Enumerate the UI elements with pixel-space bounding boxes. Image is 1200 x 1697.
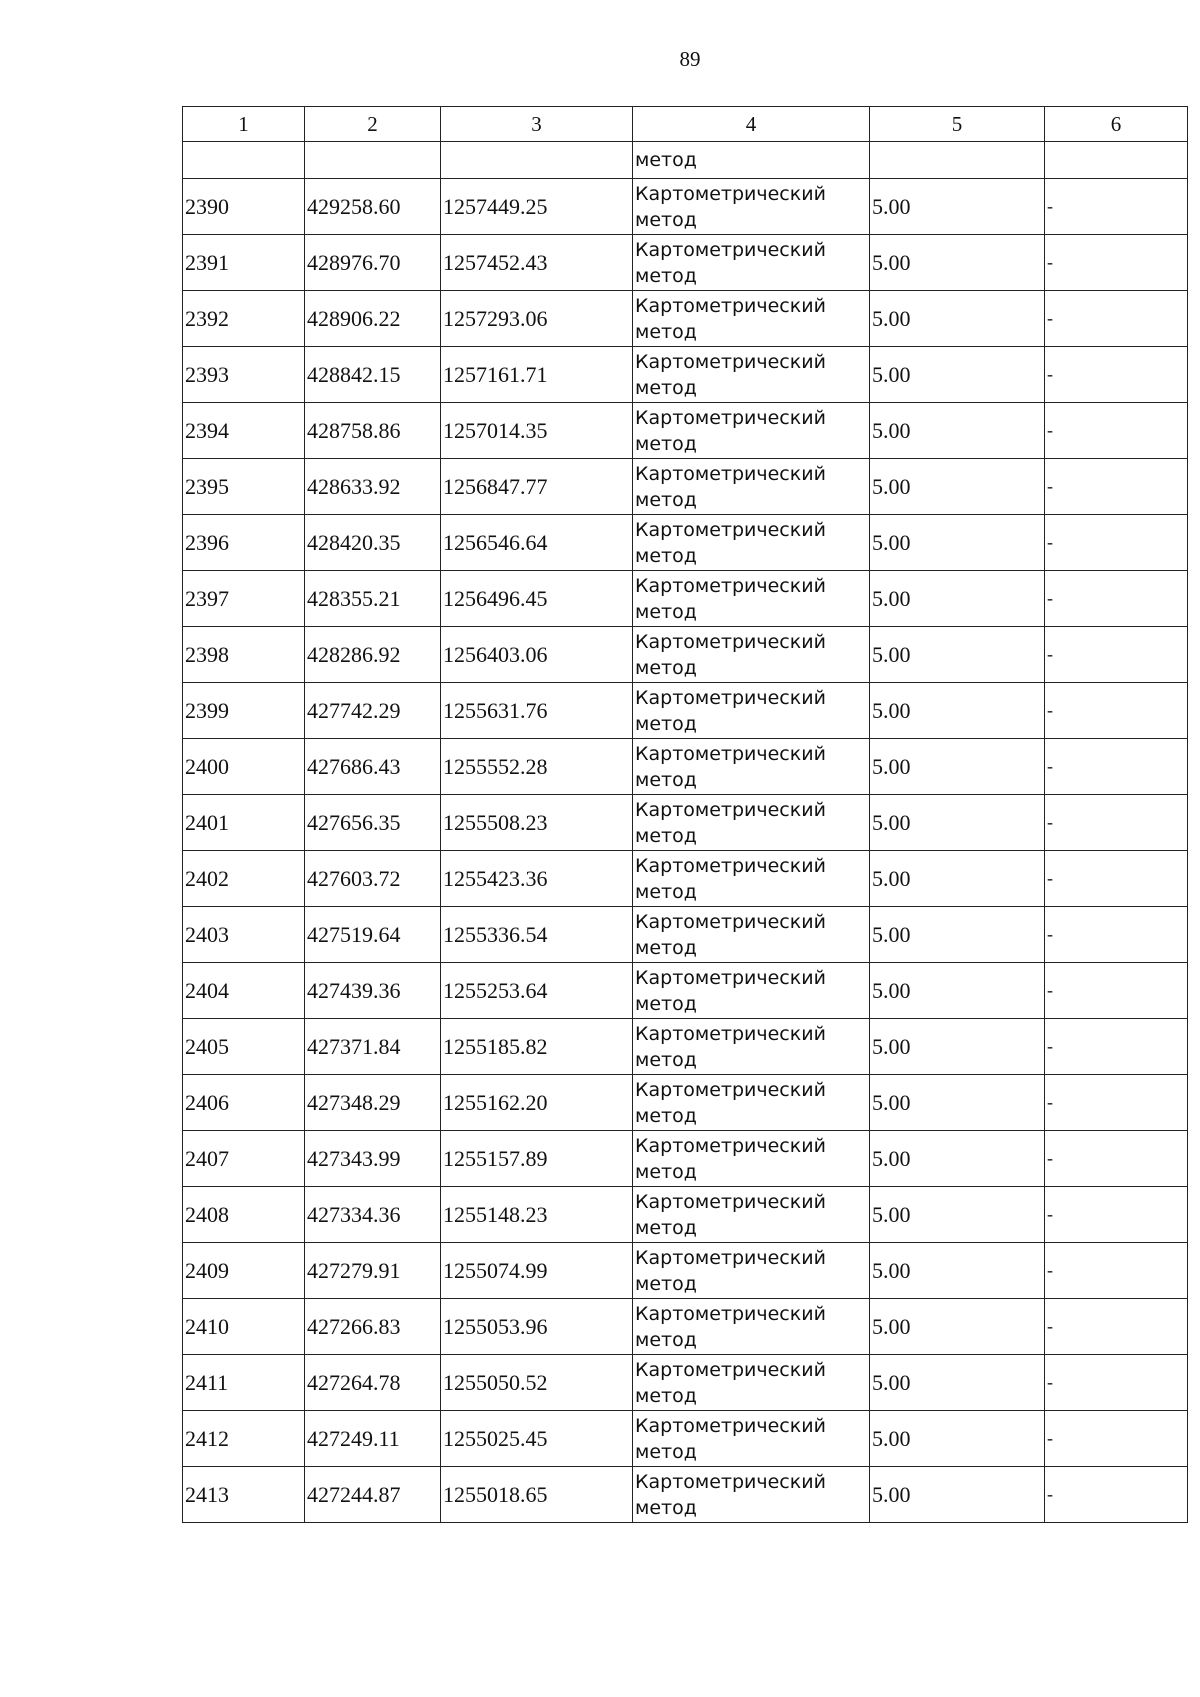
table-cell-y-coordinate: 1255508.23 — [441, 795, 633, 851]
table-cell-point-number: 2396 — [183, 515, 305, 571]
table-cell-point-number: 2411 — [183, 1355, 305, 1411]
table-cell-point-number: 2404 — [183, 963, 305, 1019]
table-cell-method: Картометрический метод — [633, 851, 870, 907]
table-cell-point-number: 2395 — [183, 459, 305, 515]
table-cell-point-number: 2409 — [183, 1243, 305, 1299]
table-cell-accuracy: 5.00 — [870, 1299, 1045, 1355]
table-row — [183, 403, 1188, 459]
table-body — [183, 142, 1188, 1523]
table-cell-x-coordinate: 428633.92 — [305, 459, 441, 515]
table-row — [183, 459, 1188, 515]
table-cell-y-coordinate: 1255050.52 — [441, 1355, 633, 1411]
table-cell-description: - — [1045, 347, 1188, 403]
table-cell-accuracy: 5.00 — [870, 1075, 1045, 1131]
table-cell-description: - — [1045, 291, 1188, 347]
table-cell-point-number: 2403 — [183, 907, 305, 963]
table-cell-point-number: 2398 — [183, 627, 305, 683]
table-cell-accuracy: 5.00 — [870, 907, 1045, 963]
table-cell-method: Картометрический метод — [633, 179, 870, 235]
table-cell-x-coordinate: 427244.87 — [305, 1467, 441, 1523]
table-cell-y-coordinate: 1255018.65 — [441, 1467, 633, 1523]
table-cell-point-number: 2407 — [183, 1131, 305, 1187]
table-cell-x-coordinate: 427371.84 — [305, 1019, 441, 1075]
page-number: 89 — [679, 47, 701, 71]
table-cell-method: Картометрический метод — [633, 1019, 870, 1075]
table-row — [183, 515, 1188, 571]
table-cell-point-number: 2405 — [183, 1019, 305, 1075]
table-cell-description: - — [1045, 235, 1188, 291]
table-cell-method: Картометрический метод — [633, 683, 870, 739]
table-cell-y-coordinate: 1257449.25 — [441, 179, 633, 235]
table-cell-description: - — [1045, 1411, 1188, 1467]
table-cell-y-coordinate: 1255631.76 — [441, 683, 633, 739]
table-cell-x-coordinate: 428355.21 — [305, 571, 441, 627]
table-cell-x-coordinate: 427334.36 — [305, 1187, 441, 1243]
table-row — [183, 739, 1188, 795]
table-cell-x-coordinate: 427348.29 — [305, 1075, 441, 1131]
table-cell-accuracy: 5.00 — [870, 963, 1045, 1019]
table-cell-x-coordinate: 427249.11 — [305, 1411, 441, 1467]
table-cell-y-coordinate: 1257014.35 — [441, 403, 633, 459]
table-row — [183, 627, 1188, 683]
table-row — [183, 291, 1188, 347]
table-cell-y-coordinate: 1255053.96 — [441, 1299, 633, 1355]
table-cell-accuracy: 5.00 — [870, 291, 1045, 347]
table-row — [183, 795, 1188, 851]
table-cell-description: - — [1045, 1467, 1188, 1523]
table-cell-x-coordinate: 428842.15 — [305, 347, 441, 403]
table-cell-description: - — [1045, 907, 1188, 963]
table-cell-y-coordinate: 1255185.82 — [441, 1019, 633, 1075]
table-cell-description: - — [1045, 1243, 1188, 1299]
table-header-row — [183, 107, 1188, 142]
continuation-row — [183, 142, 1188, 179]
table-cell-accuracy: 5.00 — [870, 1187, 1045, 1243]
table-cell-y-coordinate: 1255157.89 — [441, 1131, 633, 1187]
table-cell-accuracy: 5.00 — [870, 515, 1045, 571]
table-cell-accuracy: 5.00 — [870, 1131, 1045, 1187]
table-cell-point-number: 2392 — [183, 291, 305, 347]
table-cell-description: - — [1045, 1019, 1188, 1075]
table-cell-method: Картометрический метод — [633, 1411, 870, 1467]
table-cell-description: - — [1045, 739, 1188, 795]
table-cell-description: - — [1045, 1131, 1188, 1187]
table-cell-description: - — [1045, 795, 1188, 851]
table-cell-point-number: 2402 — [183, 851, 305, 907]
table-cell-point-number: 2408 — [183, 1187, 305, 1243]
table-cell-method: Картометрический метод — [633, 963, 870, 1019]
table-cell-description: - — [1045, 515, 1188, 571]
coordinates-table — [182, 106, 1188, 1523]
table-cell — [183, 142, 305, 179]
table-cell-point-number: 2401 — [183, 795, 305, 851]
table-row — [183, 179, 1188, 235]
table-cell-method: Картометрический метод — [633, 627, 870, 683]
table-cell-point-number: 2412 — [183, 1411, 305, 1467]
table-row — [183, 1131, 1188, 1187]
table-cell-description: - — [1045, 571, 1188, 627]
table-cell-description: - — [1045, 1355, 1188, 1411]
table-cell-x-coordinate: 428286.92 — [305, 627, 441, 683]
table-cell-y-coordinate: 1255074.99 — [441, 1243, 633, 1299]
table-cell-method: Картометрический метод — [633, 1299, 870, 1355]
table-cell-x-coordinate: 427264.78 — [305, 1355, 441, 1411]
table-cell-y-coordinate: 1255552.28 — [441, 739, 633, 795]
table-cell-point-number: 2410 — [183, 1299, 305, 1355]
table-cell-method: Картометрический метод — [633, 515, 870, 571]
table-cell-accuracy: 5.00 — [870, 851, 1045, 907]
table-cell-point-number: 2406 — [183, 1075, 305, 1131]
table-cell-accuracy: 5.00 — [870, 1411, 1045, 1467]
table-cell-method: Картометрический метод — [633, 347, 870, 403]
table-cell-x-coordinate: 427656.35 — [305, 795, 441, 851]
table-cell-y-coordinate: 1255336.54 — [441, 907, 633, 963]
table-row — [183, 1019, 1188, 1075]
table-row — [183, 1411, 1188, 1467]
table-cell-method: Картометрический метод — [633, 907, 870, 963]
table-row — [183, 1243, 1188, 1299]
table-cell-point-number: 2394 — [183, 403, 305, 459]
table-cell-x-coordinate: 428906.22 — [305, 291, 441, 347]
table-cell-description: - — [1045, 627, 1188, 683]
table-cell-x-coordinate: 427686.43 — [305, 739, 441, 795]
table-cell-x-coordinate: 427266.83 — [305, 1299, 441, 1355]
table-cell-y-coordinate: 1255423.36 — [441, 851, 633, 907]
table-cell-y-coordinate: 1256496.45 — [441, 571, 633, 627]
column-header-3: 3 — [441, 107, 633, 142]
table-row — [183, 1355, 1188, 1411]
table-row — [183, 907, 1188, 963]
table-cell-method: Картометрический метод — [633, 1187, 870, 1243]
table-cell-point-number: 2397 — [183, 571, 305, 627]
table-row — [183, 347, 1188, 403]
table-cell-x-coordinate: 427603.72 — [305, 851, 441, 907]
table-cell — [870, 142, 1045, 179]
table-cell — [305, 142, 441, 179]
table-cell-description: - — [1045, 403, 1188, 459]
table-row — [183, 571, 1188, 627]
table-cell-x-coordinate: 429258.60 — [305, 179, 441, 235]
table-cell-y-coordinate: 1255253.64 — [441, 963, 633, 1019]
table-row — [183, 1187, 1188, 1243]
table-cell-description: - — [1045, 683, 1188, 739]
table-cell-y-coordinate: 1256546.64 — [441, 515, 633, 571]
table-cell-method: Картометрический метод — [633, 795, 870, 851]
table-cell-accuracy: 5.00 — [870, 1355, 1045, 1411]
table-cell-y-coordinate: 1257293.06 — [441, 291, 633, 347]
table-cell-description: - — [1045, 1299, 1188, 1355]
table-cell-accuracy: 5.00 — [870, 795, 1045, 851]
table-cell-method: Картометрический метод — [633, 571, 870, 627]
table-cell-accuracy: 5.00 — [870, 739, 1045, 795]
table-cell-method: Картометрический метод — [633, 739, 870, 795]
table-cell-y-coordinate: 1256403.06 — [441, 627, 633, 683]
table-cell-description: - — [1045, 963, 1188, 1019]
table-cell-method: Картометрический метод — [633, 291, 870, 347]
column-header-5: 5 — [870, 107, 1045, 142]
table-cell-point-number: 2399 — [183, 683, 305, 739]
table-cell-y-coordinate: 1257161.71 — [441, 347, 633, 403]
table-row — [183, 235, 1188, 291]
table-cell-method: Картометрический метод — [633, 1467, 870, 1523]
table-cell-description: - — [1045, 1187, 1188, 1243]
table-cell-y-coordinate: 1257452.43 — [441, 235, 633, 291]
table-cell-x-coordinate: 427519.64 — [305, 907, 441, 963]
table-cell-accuracy: 5.00 — [870, 1019, 1045, 1075]
table-cell-accuracy: 5.00 — [870, 1243, 1045, 1299]
table-cell-x-coordinate: 427343.99 — [305, 1131, 441, 1187]
table-cell-point-number: 2413 — [183, 1467, 305, 1523]
table-cell-method: Картометрический метод — [633, 459, 870, 515]
table-cell-method: Картометрический метод — [633, 1131, 870, 1187]
column-header-1: 1 — [183, 107, 305, 142]
table-cell-y-coordinate: 1255148.23 — [441, 1187, 633, 1243]
table-cell-accuracy: 5.00 — [870, 459, 1045, 515]
table-cell-point-number: 2400 — [183, 739, 305, 795]
table-row — [183, 1075, 1188, 1131]
table-cell-description: - — [1045, 459, 1188, 515]
table-row — [183, 963, 1188, 1019]
table-cell-accuracy: 5.00 — [870, 347, 1045, 403]
table-cell-y-coordinate: 1256847.77 — [441, 459, 633, 515]
table-cell-x-coordinate: 427279.91 — [305, 1243, 441, 1299]
table-cell-x-coordinate: 428420.35 — [305, 515, 441, 571]
table-cell-method: Картометрический метод — [633, 235, 870, 291]
table-cell-point-number: 2391 — [183, 235, 305, 291]
table-cell-x-coordinate: 428976.70 — [305, 235, 441, 291]
table-cell-accuracy: 5.00 — [870, 403, 1045, 459]
table-cell-method: Картометрический метод — [633, 403, 870, 459]
table-cell-point-number: 2390 — [183, 179, 305, 235]
table-cell-accuracy: 5.00 — [870, 627, 1045, 683]
table-cell-method: Картометрический метод — [633, 1243, 870, 1299]
column-header-2: 2 — [305, 107, 441, 142]
table-cell — [441, 142, 633, 179]
table-cell-point-number: 2393 — [183, 347, 305, 403]
column-header-6: 6 — [1045, 107, 1188, 142]
table-row — [183, 1299, 1188, 1355]
table-cell-accuracy: 5.00 — [870, 179, 1045, 235]
table-row — [183, 851, 1188, 907]
table-cell-y-coordinate: 1255025.45 — [441, 1411, 633, 1467]
table-cell-description: - — [1045, 179, 1188, 235]
table-cell-description: - — [1045, 851, 1188, 907]
table-cell-accuracy: 5.00 — [870, 235, 1045, 291]
table-cell-method: Картометрический метод — [633, 1355, 870, 1411]
table-cell-method: метод — [633, 142, 870, 179]
table-cell-x-coordinate: 427439.36 — [305, 963, 441, 1019]
column-header-4: 4 — [633, 107, 870, 142]
table-cell-method: Картометрический метод — [633, 1075, 870, 1131]
table-cell-x-coordinate: 427742.29 — [305, 683, 441, 739]
table-cell-accuracy: 5.00 — [870, 571, 1045, 627]
table-cell-x-coordinate: 428758.86 — [305, 403, 441, 459]
table-cell — [1045, 142, 1188, 179]
table-cell-description: - — [1045, 1075, 1188, 1131]
table-row — [183, 1467, 1188, 1523]
table-cell-accuracy: 5.00 — [870, 1467, 1045, 1523]
table-row — [183, 683, 1188, 739]
table-cell-y-coordinate: 1255162.20 — [441, 1075, 633, 1131]
table-cell-accuracy: 5.00 — [870, 683, 1045, 739]
